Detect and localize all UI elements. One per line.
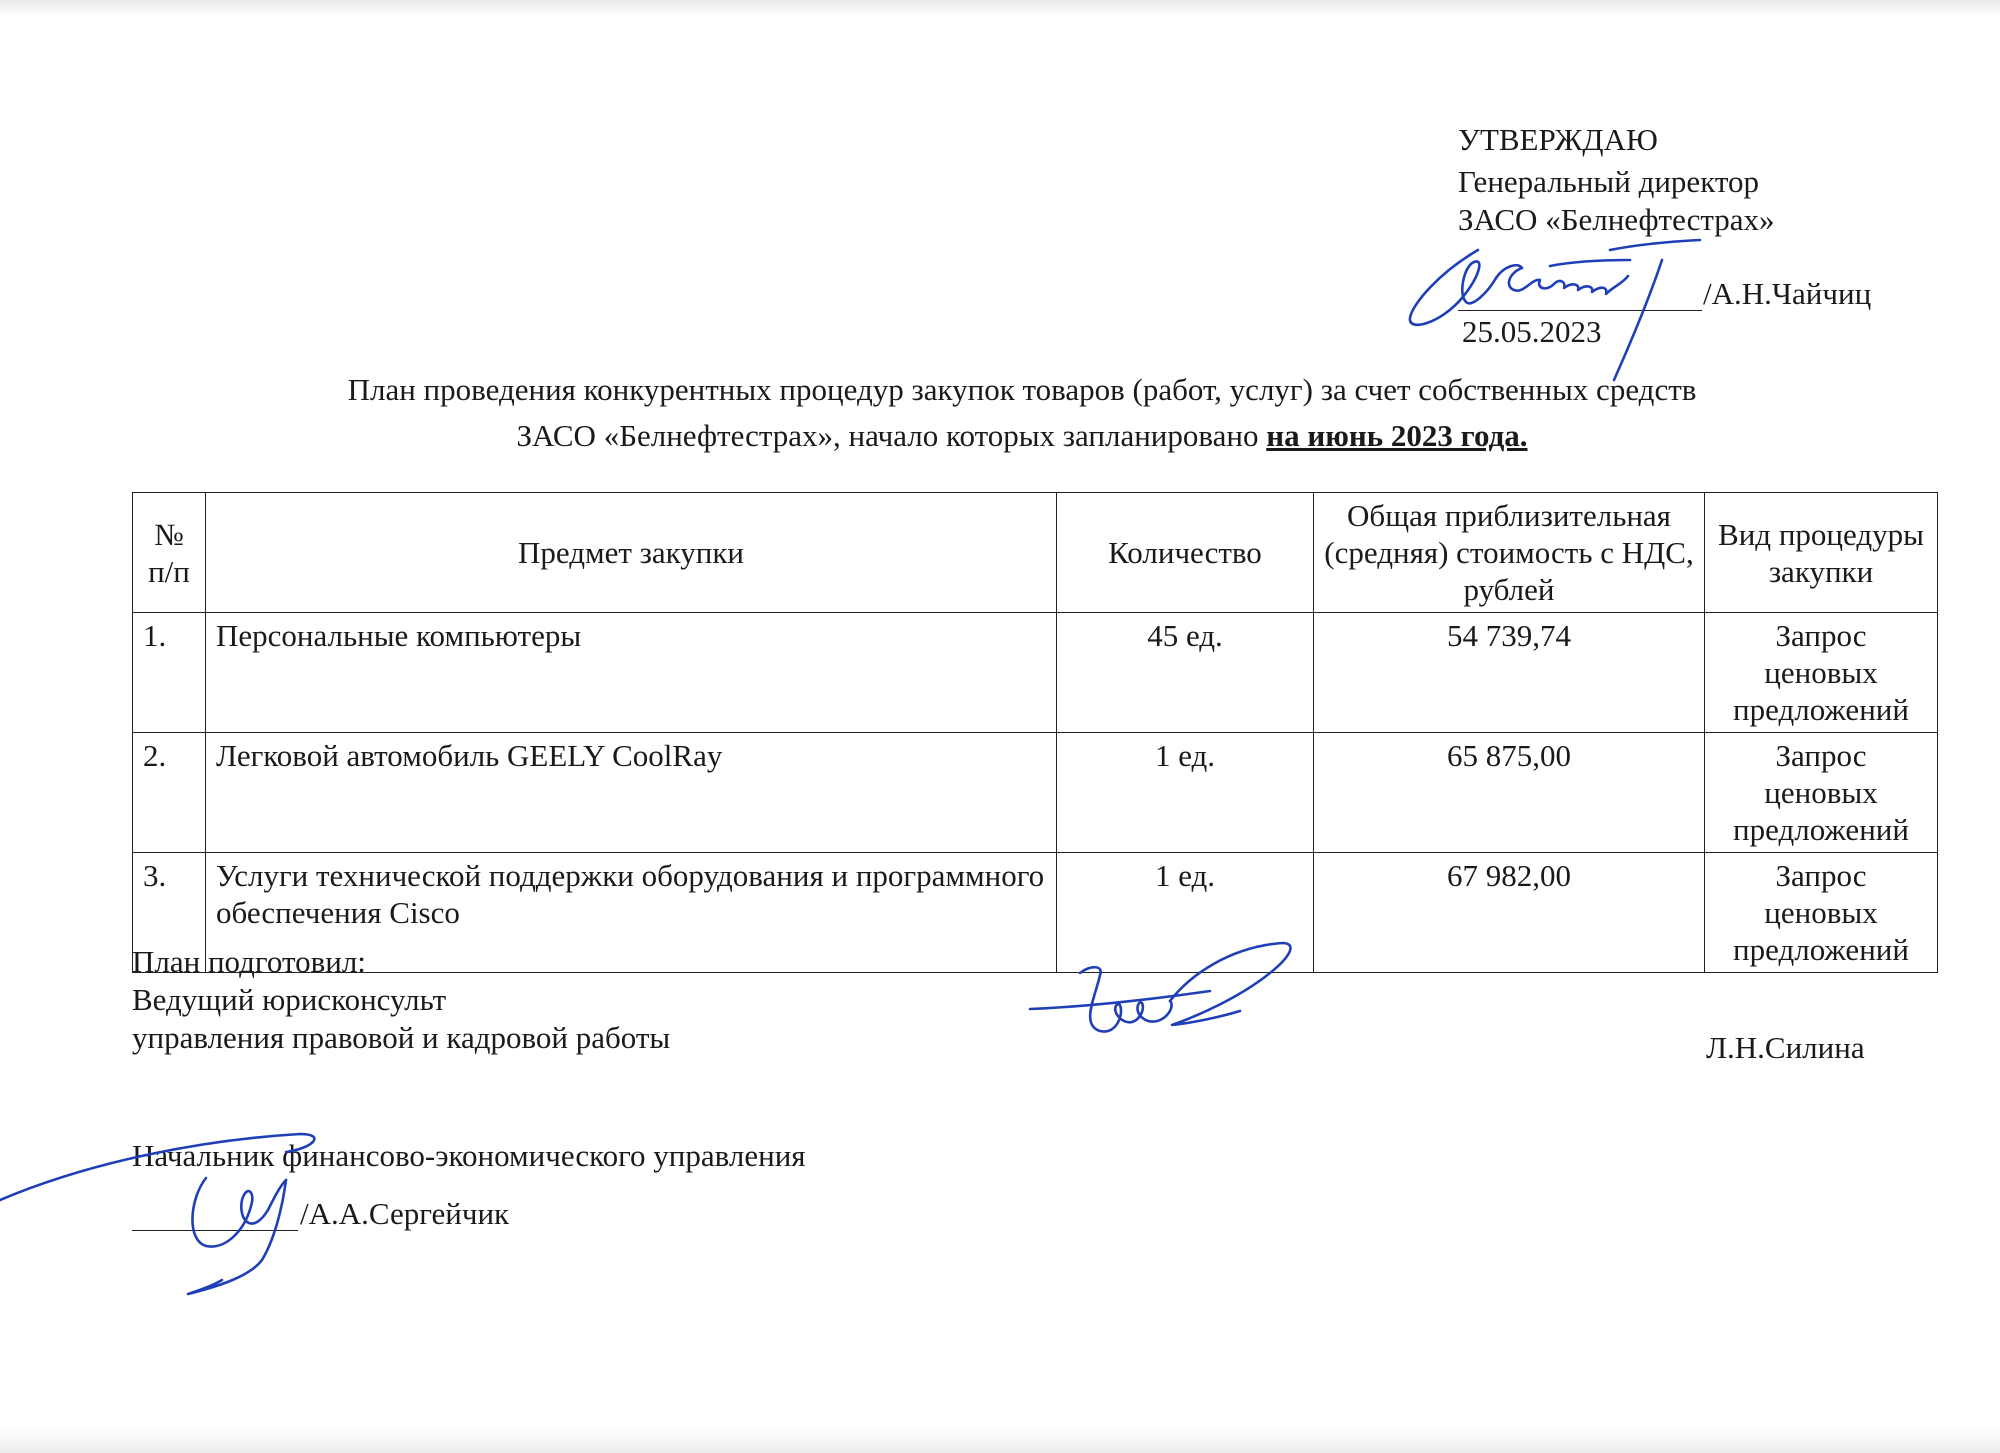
row-quantity: 45 ед. [1057,613,1314,733]
row-cost: 54 739,74 [1314,613,1705,733]
row-cost: 65 875,00 [1314,733,1705,853]
approval-date: 25.05.2023 [1462,314,1602,349]
scan-edge-top [0,0,2000,16]
approval-title: УТВЕРЖДАЮ [1458,122,1658,157]
row-procedure: Запрос ценовых предложений [1705,853,1938,973]
plan-heading-period: на июнь 2023 года. [1266,418,1528,453]
prepared-by-position-line2: управления правовой и кадровой работы [132,1020,671,1055]
plan-heading-line2 [200,418,1844,454]
header-num: № п/п [133,493,206,613]
header-procedure: Вид процедуры закупки [1705,493,1938,613]
finance-position: Начальник финансово-экономического управления [132,1138,806,1173]
header-quantity: Количество [1057,493,1314,613]
director-signature [1400,232,1720,392]
row-num: 1. [133,613,206,733]
row-subject: Легковой автомобиль GEELY CoolRay [206,733,1057,853]
procurement-plan-table [132,492,1938,973]
header-subject: Предмет закупки [206,493,1057,613]
prepared-by-position-line1: Ведущий юрисконсульт [132,982,447,1017]
row-quantity: 1 ед. [1057,733,1314,853]
table-row [133,733,1938,853]
table-header-row [133,493,1938,613]
plan-heading-line1: План проведения конкурентных процедур закупок товаров (работ, услуг) за счет собственных средств [347,372,1697,407]
row-num: 2. [133,733,206,853]
approval-signatory: /А.Н.Чайчиц [1703,276,1872,311]
approval-position: Генеральный директор [1458,164,1759,199]
header-cost: Общая приблизительная (средняя) стоимость с НДС, рублей [1314,493,1705,613]
table-row [133,613,1938,733]
approval-organization: ЗАСО «Белнефтестрах» [1458,202,1775,237]
finance-head-signature [0,1090,330,1300]
row-num: 3. [133,853,206,973]
legal-counsel-signature [1020,935,1320,1075]
prepared-by-name: Л.Н.Силина [1706,1030,1865,1065]
plan-heading-prefix: ЗАСО «Белнефтестрах», начало которых запланировано [516,418,1267,453]
scan-edge-bottom [0,1428,2000,1453]
row-procedure: Запрос ценовых предложений [1705,733,1938,853]
prepared-by-label: План подготовил: [132,944,366,979]
row-subject: Персональные компьютеры [206,613,1057,733]
row-subject: Услуги технической поддержки оборудования и программного обеспечения Cisco [206,853,1057,973]
row-procedure: Запрос ценовых предложений [1705,613,1938,733]
row-quantity: 1 ед. [1057,853,1314,973]
row-cost: 67 982,00 [1314,853,1705,973]
finance-signatory: /А.А.Сергейчик [300,1196,510,1231]
